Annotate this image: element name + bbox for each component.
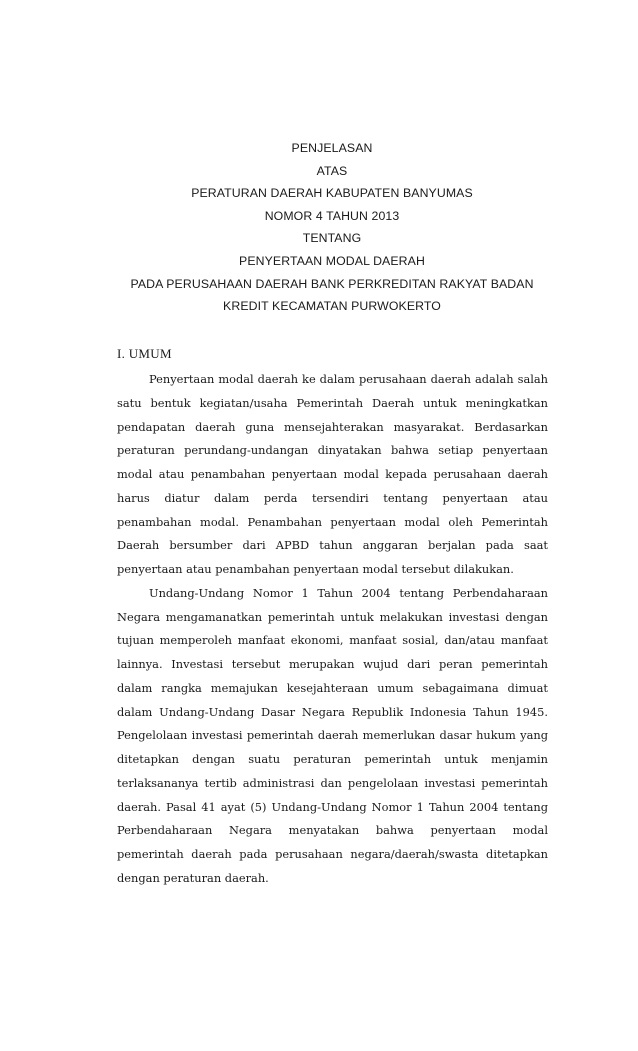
section-title: I. UMUM [117, 346, 172, 361]
heading-line: PADA PERUSAHAAN DAERAH BANK PERKREDITAN RAKYAT BADAN [130, 276, 534, 291]
heading-line: TENTANG [302, 231, 362, 246]
heading-line: NOMOR 4 TAHUN 2013 [264, 208, 400, 223]
paragraph: Undang-Undang Nomor 1 Tahun 2004 tentang Perbendaharaan Negara mengamanatkan pemerintah untuk melakukan investasi dengan tujuan memperoleh manfaat ekonomi, manfaat sosial, dan/atau manfaat lainnya. Investasi tersebut merupakan wujud dari peran pemerintah dalam rangka memajukan kesejahteraan umum sebagaimana dimuat dalam Undang-Undang Dasar Negara Republik Indonesia Tahun 1945. Pengelolaan investasi pemerintah daerah memerlukan dasar hukum yang ditetapkan dengan suatu peraturan pemerintah untuk menjamin terlaksananya tertib administrasi dan pengelolaan investasi pemerintah daerah. Pasal 41 ayat (5) Undang-Undang Nomor 1 Tahun 2004 tentang Perbendaharaan Negara menyatakan bahwa penyertaan modal pemerintah daerah pada perusahaan negara/daerah/swasta ditetapkan dengan peraturan daerah. [117, 585, 548, 885]
document-heading [115, 137, 549, 318]
heading-line: KREDIT KECAMATAN PURWOKERTO [223, 299, 441, 314]
section-body [117, 368, 548, 891]
heading-line: ATAS [316, 163, 348, 178]
paragraph: Penyertaan modal daerah ke dalam perusahaan daerah adalah salah satu bentuk kegiatan/usaha Pemerintah Daerah untuk meningkatkan pendapatan daerah guna mensejahterakan masyarakat. Berdasarkan peraturan perundang-undangan dinyatakan bahwa setiap penyertaan modal atau penambahan penyertaan modal kepada perusahaan daerah harus diatur dalam perda tersendiri tentang penyertaan atau penambahan modal. Penambahan penyertaan modal oleh Pemerintah Daerah bersumber dari APBD tahun anggaran berjalan pada saat penyertaan atau penambahan penyertaan modal tersebut dilakukan. [117, 372, 548, 576]
heading-line: PENJELASAN [291, 141, 373, 155]
heading-line: PENYERTAAN MODAL DAERAH [239, 253, 425, 268]
heading-line: PERATURAN DAERAH KABUPATEN BANYUMAS [191, 186, 473, 201]
